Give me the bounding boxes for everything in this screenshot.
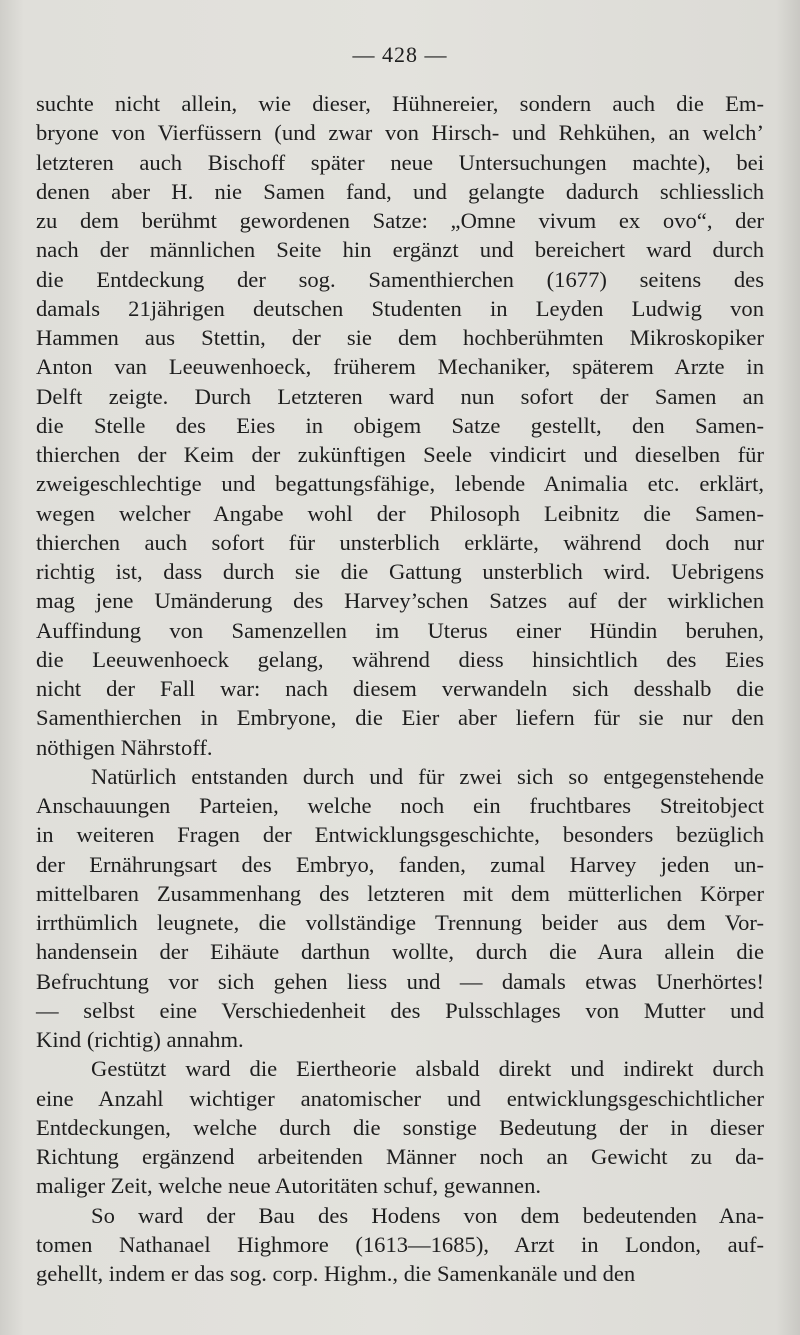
- text-line: nicht der Fall war: nach diesem verwandeln sich desshalb die: [36, 676, 764, 701]
- text-line: Kind (richtig) annahm.: [36, 1027, 244, 1052]
- text-line: So ward der Bau des Hodens von dem bedeutenden Ana-: [91, 1202, 764, 1228]
- text-line: Hammen aus Stettin, der sie dem hochberühmten Mikroskopiker: [36, 325, 764, 350]
- text-line: gehellt, indem er das sog. corp. Highm., die Samenkanäle und den: [36, 1261, 636, 1286]
- text-line: der Ernährungsart des Embryo, fanden, zumal Harvey jeden un-: [36, 851, 764, 877]
- text-line: Gestützt ward die Eiertheorie alsbald direkt und indirekt durch: [91, 1056, 764, 1082]
- text-line: bryone von Vierfüssern (und zwar von Hirsch- und Rehkühen, an welch’: [36, 120, 764, 146]
- paragraph: [36, 1054, 764, 1200]
- text-line: — selbst eine Verschiedenheit des Pulsschlages von Mutter und: [36, 997, 764, 1023]
- text-line: die Leeuwenhoeck gelang, während diess hinsichtlich des Eies: [36, 646, 764, 672]
- text-line: wegen welcher Angabe wohl der Philosoph Leibnitz die Samen-: [36, 500, 764, 526]
- text-line: maliger Zeit, welche neue Autoritäten schuf, gewannen.: [36, 1173, 542, 1199]
- text-line: tomen Nathanael Highmore (1613—1685), Arzt in London, auf-: [36, 1231, 764, 1257]
- text-line: thierchen auch sofort für unsterblich erklärte, während doch nur: [36, 529, 764, 555]
- text-line: eine Anzahl wichtiger anatomischer und entwicklungsgeschichtlicher: [36, 1085, 764, 1111]
- text-line: Anton van Leeuwenhoeck, früherem Mechaniker, späterem Arzte in: [36, 354, 764, 380]
- text-line: Natürlich entstanden durch und für zwei sich so entgegenstehende: [91, 763, 764, 789]
- paragraph: [36, 762, 764, 1055]
- text-line: die Stelle des Eies in obigem Satze gestellt, den Samen-: [36, 412, 764, 438]
- text-line: denen aber H. nie Samen fand, und gelangte dadurch schliesslich: [36, 178, 764, 204]
- text-line: Auffindung von Samenzellen im Uterus einer Hündin beruhen,: [36, 617, 764, 643]
- text-line: suchte nicht allein, wie dieser, Hühnereier, sondern auch die Em-: [36, 91, 764, 116]
- text-line: nach der männlichen Seite hin ergänzt und bereichert ward durch: [36, 237, 764, 263]
- text-line: Anschauungen Parteien, welche noch ein fruchtbares Streitobject: [36, 793, 764, 818]
- text-line: Befruchtung vor sich gehen liess und — damals etwas Unerhörtes!: [36, 968, 764, 994]
- text-line: mittelbaren Zusammenhang des letzteren mit dem mütterlichen Körper: [36, 880, 764, 906]
- paragraph: [36, 89, 764, 762]
- text-line: mag jene Umänderung des Harvey’schen Satzes auf der wirklichen: [36, 588, 764, 614]
- text-line: Richtung ergänzend arbeitenden Männer noch an Gewicht zu da-: [36, 1144, 764, 1169]
- text-line: thierchen der Keim der zukünftigen Seele vindicirt und dieselben für: [36, 442, 764, 467]
- text-line: letzteren auch Bischoff später neue Untersuchungen machte), bei: [36, 149, 764, 175]
- text-line: Entdeckungen, welche durch die sonstige Bedeutung der in dieser: [36, 1114, 764, 1140]
- text-line: handensein der Eihäute darthun wollte, durch die Aura allein die: [36, 939, 764, 965]
- paragraph: [36, 1201, 764, 1289]
- text-line: irrthümlich leugnete, die vollständige Trennung beider aus dem Vor-: [36, 910, 764, 935]
- text-line: in weiteren Fragen der Entwicklungsgeschichte, besonders bezüglich: [36, 822, 764, 848]
- text-line: Samenthierchen in Embryone, die Eier aber liefern für sie nur den: [36, 705, 764, 731]
- text-line: zu dem berühmt gewordenen Satze: „Omne vivum ex ovo“, der: [36, 208, 764, 233]
- page-number: — 428 —: [352, 42, 448, 67]
- text-line: damals 21jährigen deutschen Studenten in Leyden Ludwig von: [36, 295, 764, 321]
- body-text: [36, 89, 764, 1288]
- text-line: die Entdeckung der sog. Samenthierchen (1677) seitens des: [36, 266, 764, 292]
- text-line: nöthigen Nährstoff.: [36, 734, 213, 760]
- text-line: zweigeschlechtige und begattungsfähige, lebende Animalia etc. erklärt,: [36, 471, 764, 497]
- text-line: richtig ist, dass durch sie die Gattung unsterblich wird. Uebrigens: [36, 559, 764, 584]
- text-line: Delft zeigte. Durch Letzteren ward nun sofort der Samen an: [36, 383, 764, 409]
